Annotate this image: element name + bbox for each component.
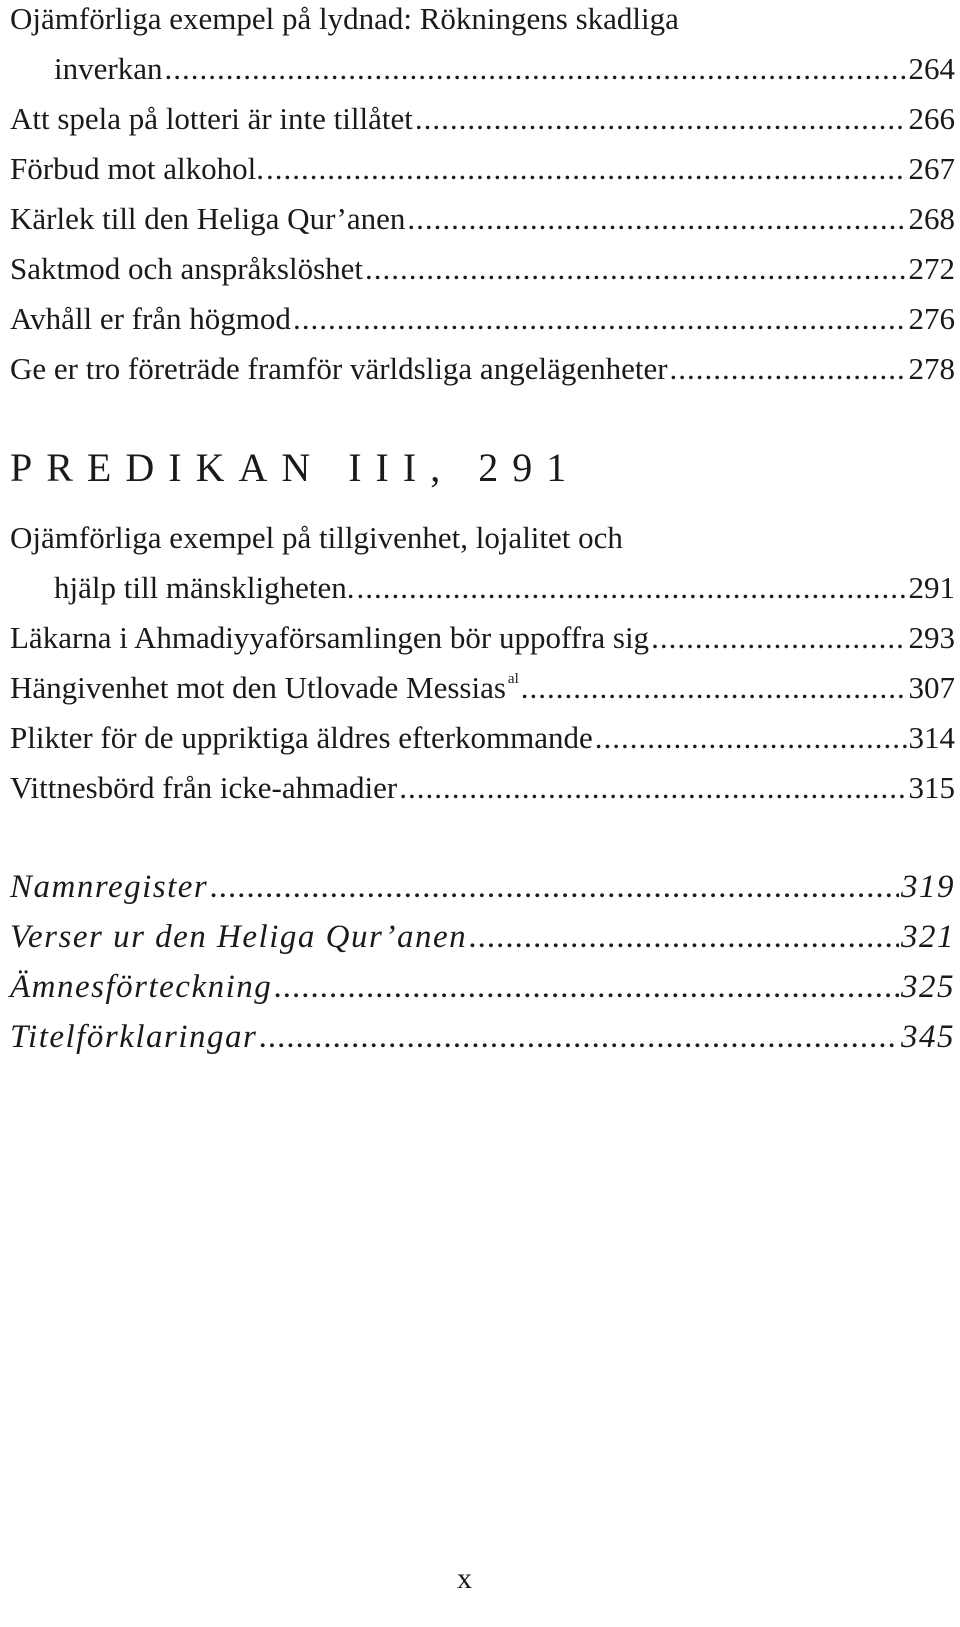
- toc-entry: [10, 294, 955, 344]
- toc-entry-title: Saktmod och anspråkslöshet: [10, 251, 364, 286]
- honorific-superscript: al: [507, 670, 519, 687]
- toc-entry-title: Verser ur den Heliga Qur’anen: [10, 919, 468, 955]
- toc-entry-continuation: [10, 563, 955, 613]
- leader-dots: [356, 563, 906, 613]
- toc-entry-title-text: Hängivenhet mot den Utlovade Messias: [10, 670, 506, 705]
- toc-entry: [10, 713, 955, 763]
- toc-page-number: 345: [901, 1019, 955, 1055]
- toc-entry: [10, 862, 955, 912]
- leader-dots: [365, 244, 906, 294]
- leader-dots: [670, 344, 907, 394]
- leader-dots: [407, 194, 906, 244]
- toc-entry: [10, 513, 955, 613]
- leader-dots: [274, 962, 899, 1012]
- toc-page-number: 314: [908, 720, 955, 755]
- toc-section-sermon-iii: [10, 513, 955, 813]
- leader-dots: [415, 94, 907, 144]
- toc-entry-title: Vittnesbörd från icke-ahmadier: [10, 770, 398, 805]
- toc-entry: [10, 0, 955, 94]
- toc-entry: [10, 344, 955, 394]
- toc-entry-title: Ämnesförteckning: [10, 969, 273, 1005]
- toc-entry: [10, 244, 955, 294]
- toc-entry-title: Förbud mot alkohol.: [10, 151, 265, 186]
- toc-entry: [10, 94, 955, 144]
- toc-entry: [10, 144, 955, 194]
- toc-page-number: 325: [901, 969, 955, 1005]
- toc-page-number: 268: [908, 201, 955, 236]
- toc-entry-title: Läkarna i Ahmadiyyaförsamlingen bör uppoffra sig: [10, 620, 650, 655]
- toc-entry: [10, 763, 955, 813]
- leader-dots: [259, 1012, 899, 1062]
- toc-page-number: 321: [901, 919, 955, 955]
- leader-dots: [210, 862, 899, 912]
- toc-entry-title-line1: Ojämförliga exempel på lydnad: Rökningens skadliga: [10, 1, 679, 36]
- toc-page-number: 307: [908, 670, 955, 705]
- toc-entry-title-line2: inverkan: [54, 51, 163, 86]
- toc-entry-title: Titelförklaringar: [10, 1019, 258, 1055]
- toc-entry: [10, 962, 955, 1012]
- toc-section-sermon-ii-continued: [10, 0, 955, 394]
- toc-entry: [10, 194, 955, 244]
- toc-page-number: 278: [908, 351, 955, 386]
- toc-page-number: 264: [908, 51, 955, 86]
- leader-dots: [651, 613, 906, 663]
- toc-entry-continuation: [10, 44, 955, 94]
- toc-entry-title: Att spela på lotteri är inte tillåtet: [10, 101, 413, 136]
- toc-page-number: 266: [908, 101, 955, 136]
- toc-entry: [10, 1012, 955, 1062]
- toc-entry: [10, 912, 955, 962]
- toc-entry: [10, 663, 955, 713]
- toc-entry-title: [10, 663, 519, 713]
- page-folio: x: [457, 1562, 473, 1595]
- toc-entry-title: Avhåll er från högmod: [10, 301, 291, 336]
- toc-entry-title: Namnregister: [10, 869, 209, 905]
- toc-page-number: 319: [901, 869, 955, 905]
- leader-dots: [266, 144, 906, 194]
- toc-page-number: 293: [908, 620, 955, 655]
- toc-entry: [10, 613, 955, 663]
- leader-dots: [399, 763, 906, 813]
- section-heading: PREDIKAN III, 291: [10, 445, 581, 490]
- toc-page-number: 276: [908, 301, 955, 336]
- toc-page-number: 291: [908, 570, 955, 605]
- leader-dots: [293, 294, 907, 344]
- toc-section-indexes: [10, 862, 955, 1062]
- toc-page-number: 315: [908, 770, 955, 805]
- leader-dots: [164, 44, 906, 94]
- leader-dots: [521, 663, 907, 713]
- toc-entry-title-line1: Ojämförliga exempel på tillgivenhet, lojalitet och: [10, 520, 623, 555]
- toc-entry-title-line2: hjälp till mänskligheten.: [54, 570, 355, 605]
- toc-entry-title: Plikter för de uppriktiga äldres efterkommande: [10, 720, 593, 755]
- toc-entry-title: Ge er tro företräde framför världsliga angelägenheter: [10, 351, 668, 386]
- leader-dots: [469, 912, 899, 962]
- toc-page-number: 272: [908, 251, 955, 286]
- toc-entry-title: Kärlek till den Heliga Qur’anen: [10, 201, 406, 236]
- toc-page-number: 267: [908, 151, 955, 186]
- leader-dots: [595, 713, 907, 763]
